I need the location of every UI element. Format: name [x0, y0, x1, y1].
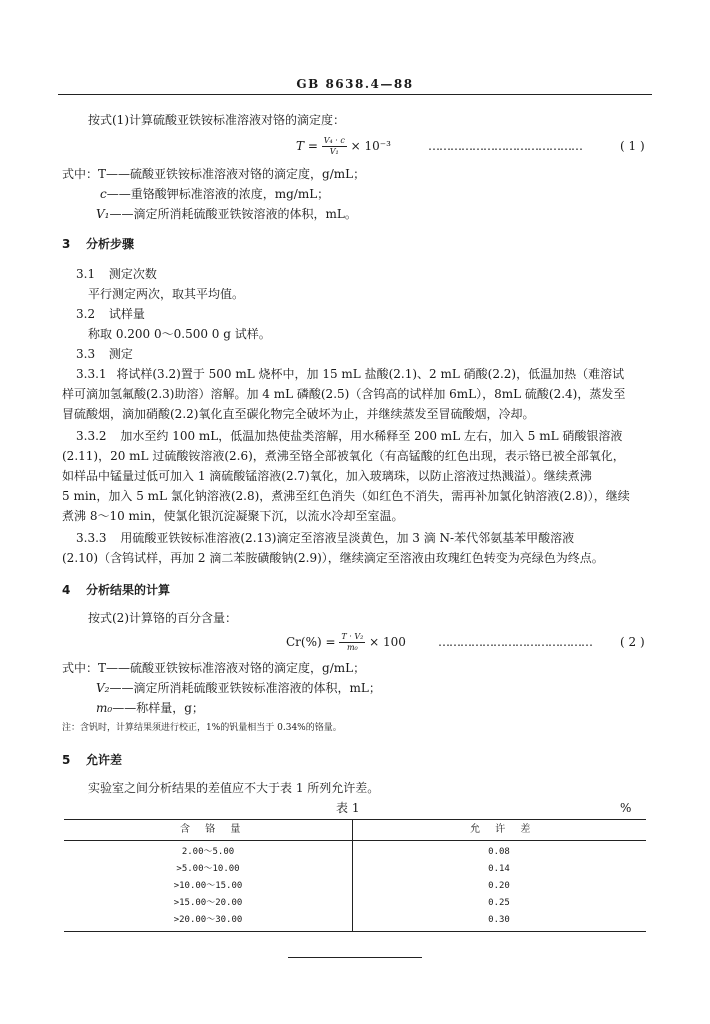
table-cell-tolerance: 0.20	[488, 881, 510, 891]
table-row	[64, 878, 646, 895]
formula1-lhs: T =	[296, 139, 318, 153]
subsection-3-3-3-line-2: (2.10)（含钨试样，再加 2 滴二苯胺磺酸钠(2.9)），继续滴定至溶液由玫瑰红色转变为亮绿色为终点。	[62, 551, 604, 565]
formula2-numerator: T · V₂	[341, 632, 364, 641]
subsection-3-3-2-line-2: (2.11)，20 mL 过硫酸铵溶液(2.6)，煮沸至铬全部被氧化（有高锰酸的红色出现，表示铬已被全部氧化，	[62, 449, 625, 463]
subsection-3-3-2-line-4: 5 min，加入 5 mL 氯化钠溶液(2.8)，煮沸至红色消失（如红色不消失，需再补加氯化钠溶液(2.8)），继续	[62, 489, 630, 503]
table-cell-content: >15.00～20.00	[173, 898, 243, 908]
where2-symbol-T: 式中：T	[62, 661, 107, 675]
formula2-denominator: m₀	[346, 643, 358, 652]
where1-desc-T: ——硫酸亚铁铵标准溶液对铬的滴定度，g/mL；	[106, 167, 366, 181]
subsection-3-3-1-line-3: 冒硫酸烟，滴加硝酸(2.2)氧化直至碳化物完全破坏为止，并继续蒸发至冒硫酸烟，冷却。	[62, 407, 535, 421]
table-header-rule	[64, 840, 646, 841]
formula-1	[296, 136, 391, 157]
note: 注：含钒时，计算结果须进行校正，1%的钒量相当于 0.34%的铬量。	[62, 723, 342, 733]
section-5-title: 允许差	[86, 753, 123, 767]
subsection-3-3-2-line-3: 如样品中锰量过低可加入 1 滴硫酸锰溶液(2.7)氧化，加入玻璃珠，以防止溶液过热溅溢）。继续煮沸	[62, 469, 592, 483]
where1-line-3	[96, 206, 357, 223]
section-4-heading	[62, 582, 170, 599]
subsection-3-1-number: 3.1	[76, 267, 96, 281]
subsection-3-1-text: 平行测定两次，取其平均值。	[88, 287, 245, 301]
where2-line-1	[62, 660, 365, 677]
subsection-3-3-1-number: 3.3.1	[76, 367, 107, 381]
subsection-3-3-1-line-2: 样可滴加氢氟酸(2.3)助溶）溶解。加 4 mL 磷酸(2.5)（含钨高的试样加 6mL），8mL 硫酸(2.4)，蒸发至	[62, 387, 626, 401]
subsection-3-2-text: 称取 0.200 0～0.500 0 g 试样。	[88, 327, 271, 341]
table-cell-content: 2.00～5.00	[181, 847, 235, 857]
table-row	[64, 912, 646, 929]
subsection-3-3-3-line-1	[76, 530, 574, 547]
subsection-3-3-number: 3.3	[76, 347, 96, 361]
table-cell-tolerance: 0.08	[488, 847, 510, 857]
where2-desc-m0: ——称样量，g；	[112, 701, 204, 715]
formula1-numerator: V₄ · c	[323, 136, 345, 145]
table-top-rule	[64, 819, 646, 820]
table-unit: %	[620, 801, 632, 815]
formula1-number: ( 1 )	[620, 139, 645, 153]
formula2-intro: 按式(2)计算铬的百分含量：	[88, 611, 237, 625]
subsection-3-2-title: 试样量	[108, 307, 145, 321]
formula-2	[286, 632, 406, 653]
where2-line-3	[96, 700, 204, 717]
table-cell-content: >5.00～10.00	[176, 864, 240, 874]
section-3-number: 3	[62, 237, 71, 251]
table-header-content: 含 铬 量	[180, 824, 247, 835]
table-row	[64, 861, 646, 878]
subsection-3-3-2-line-5: 煮沸 8～10 min，使氯化银沉淀凝聚下沉，以流水冷却至室温。	[62, 509, 404, 523]
section-3-title: 分析步骤	[86, 237, 135, 251]
formula1-rhs: × 10⁻³	[350, 139, 391, 153]
section-3-heading	[62, 236, 134, 253]
table-row	[64, 895, 646, 912]
subsection-3-3-2-line-1	[76, 428, 622, 445]
where2-line-2	[96, 680, 381, 697]
formula1-fraction	[322, 136, 347, 157]
subsection-3-3-2-number: 3.3.2	[76, 429, 107, 443]
where2-desc-T: ——硫酸亚铁铵标准溶液对铬的滴定度，g/mL；	[106, 661, 366, 675]
formula2-number: ( 2 )	[620, 635, 645, 649]
section-5-text: 实验室之间分析结果的差值应不大于表 1 所列允许差。	[88, 781, 380, 795]
subsection-3-3-title: 测定	[108, 347, 133, 361]
where2-symbol-V2: V₂	[96, 681, 110, 695]
table-cell-content: >20.00～30.00	[173, 915, 243, 925]
table-caption: 表 1	[336, 801, 360, 815]
formula2-lhs: Cr(%) =	[286, 635, 336, 649]
formula2-fraction	[339, 632, 365, 653]
where1-symbol-V1: V₁	[96, 207, 110, 221]
table-header-tolerance: 允 许 差	[470, 824, 537, 835]
where1-desc-c: ——重铬酸钾标准溶液的浓度，mg/mL；	[106, 187, 330, 201]
where1-desc-V1: ——滴定所消耗硫酸亚铁铵溶液的体积，mL。	[109, 207, 357, 221]
table-cell-tolerance: 0.25	[488, 898, 510, 908]
subsection-3-3-3-number: 3.3.3	[76, 531, 107, 545]
subsection-3-3-2-text-1: 加水至约 100 mL，低温加热使盐类溶解，用水稀释至 200 mL 左右，加入 5 mL 硝酸银溶液	[120, 429, 623, 443]
section-4-number: 4	[62, 583, 71, 597]
subsection-3-3-1-line-1	[76, 366, 624, 383]
table-cell-tolerance: 0.30	[488, 915, 510, 925]
where1-symbol-c: c	[100, 187, 107, 201]
subsection-3-3-heading	[76, 346, 133, 363]
end-rule	[288, 957, 422, 958]
header-rule	[58, 94, 652, 95]
where1-line-1	[62, 166, 365, 183]
formula2-leader: ……………………………………	[438, 635, 592, 649]
table-cell-content: >10.00～15.00	[173, 881, 243, 891]
table-bottom-rule	[64, 931, 646, 932]
subsection-3-1-title: 测定次数	[108, 267, 157, 281]
section-5-heading	[62, 752, 122, 769]
subsection-3-1-heading	[76, 266, 157, 283]
formula1-leader: ……………………………………	[428, 139, 582, 153]
subsection-3-3-3-text-1: 用硫酸亚铁铵标准溶液(2.13)滴定至溶液呈淡黄色，加 3 滴 N-苯代邻氨基苯甲酸溶液	[120, 531, 575, 545]
page-header: GB 8638.4—88	[296, 77, 414, 91]
where2-symbol-m0: m₀	[96, 701, 113, 715]
where1-line-2	[100, 186, 329, 203]
subsection-3-2-heading	[76, 306, 145, 323]
where2-desc-V2: ——滴定所消耗硫酸亚铁铵标准溶液的体积，mL；	[109, 681, 381, 695]
table-cell-tolerance: 0.14	[488, 864, 510, 874]
section-5-number: 5	[62, 753, 71, 767]
section-4-title: 分析结果的计算	[86, 583, 171, 597]
formula1-intro: 按式(1)计算硫酸亚铁铵标准溶液对铬的滴定度：	[88, 113, 345, 127]
where1-symbol-T: 式中：T	[62, 167, 107, 181]
subsection-3-2-number: 3.2	[76, 307, 96, 321]
formula2-rhs: × 100	[369, 635, 406, 649]
subsection-3-3-1-text-1: 将试样(3.2)置于 500 mL 烧杯中，加 15 mL 盐酸(2.1)、2 mL 硝酸(2.2)，低温加热（难溶试	[116, 367, 625, 381]
table-row	[64, 844, 646, 861]
formula1-denominator: V₁	[329, 147, 339, 156]
